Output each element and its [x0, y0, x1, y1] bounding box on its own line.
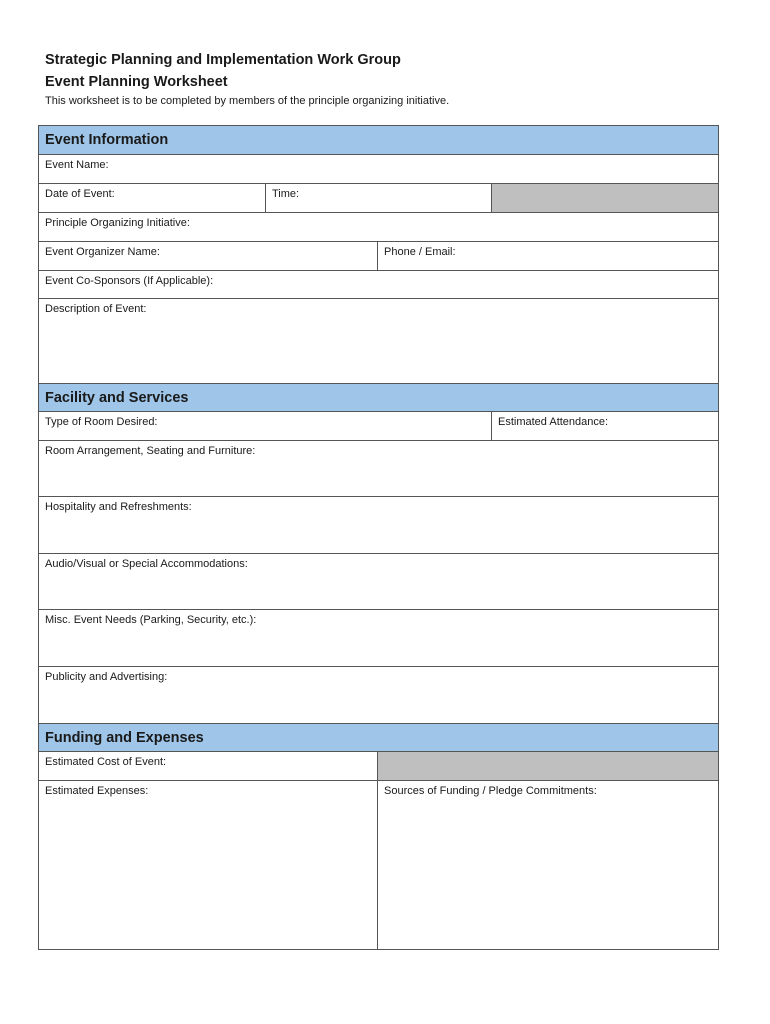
estimated-cost-field[interactable]: Estimated Cost of Event: — [39, 752, 378, 781]
event-planning-form — [38, 125, 719, 950]
section-heading-event-information: Event Information — [39, 126, 719, 155]
event-cosponsors-field[interactable]: Event Co-Sponsors (If Applicable): — [39, 271, 719, 299]
time-field[interactable]: Time: — [266, 184, 492, 213]
estimated-attendance-field[interactable]: Estimated Attendance: — [492, 412, 719, 441]
shaded-cell — [378, 752, 719, 781]
audio-visual-field[interactable]: Audio/Visual or Special Accommodations: — [39, 554, 719, 610]
date-of-event-field[interactable]: Date of Event: — [39, 184, 266, 213]
document-subtitle: This worksheet is to be completed by members of the principle organizing initiative. — [45, 95, 450, 107]
document-title-line1: Strategic Planning and Implementation Work Group — [45, 52, 401, 68]
description-of-event-field[interactable]: Description of Event: — [39, 299, 719, 384]
phone-email-field[interactable]: Phone / Email: — [378, 242, 719, 271]
shaded-cell — [492, 184, 719, 213]
section-heading-funding-and-expenses: Funding and Expenses — [39, 724, 719, 752]
document-header — [45, 49, 725, 109]
event-organizer-name-field[interactable]: Event Organizer Name: — [39, 242, 378, 271]
hospitality-refreshments-field[interactable]: Hospitality and Refreshments: — [39, 497, 719, 554]
publicity-advertising-field[interactable]: Publicity and Advertising: — [39, 667, 719, 724]
document-title-line2: Event Planning Worksheet — [45, 74, 228, 90]
estimated-expenses-field[interactable]: Estimated Expenses: — [39, 781, 378, 950]
section-heading-facility-and-services: Facility and Services — [39, 384, 719, 412]
room-arrangement-field[interactable]: Room Arrangement, Seating and Furniture: — [39, 441, 719, 497]
principle-organizing-initiative-field[interactable]: Principle Organizing Initiative: — [39, 213, 719, 242]
misc-event-needs-field[interactable]: Misc. Event Needs (Parking, Security, etc.): — [39, 610, 719, 667]
type-of-room-field[interactable]: Type of Room Desired: — [39, 412, 492, 441]
event-name-field[interactable]: Event Name: — [39, 155, 719, 184]
sources-of-funding-field[interactable]: Sources of Funding / Pledge Commitments: — [378, 781, 719, 950]
